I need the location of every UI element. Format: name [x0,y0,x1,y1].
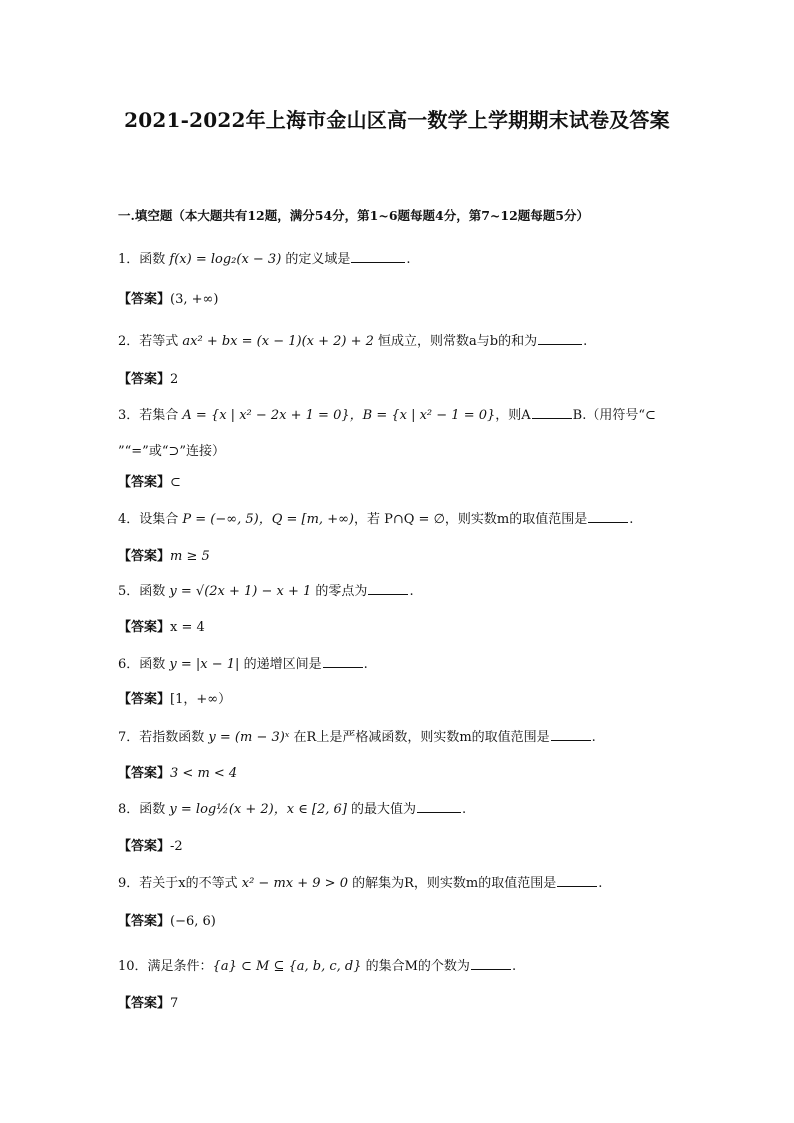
answer-3: 【答案】⊂ [118,475,181,490]
question-7: 7．若指数函数 y = (m − 3)ˣ 在R上是严格减函数，则实数m的取值范围是 . [118,730,596,745]
answer-blank [551,728,591,741]
answer-8: 【答案】-2 [118,839,183,854]
math-expression: ax² + bx = (x − 1)(x + 2) + 2 [182,334,374,349]
answer-7: 【答案】3 < m < 4 [118,766,238,781]
answer-1: 【答案】(3, +∞) [118,292,219,307]
math-expression: P = (−∞, 5)，Q = [m, +∞) [182,512,354,527]
answer-blank [323,655,363,668]
math-expression: f(x) = log₂(x − 3) [169,252,282,267]
question-3: 3．若集合 A = {x | x² − 2x + 1 = 0}，B = {x | x² − 1 = 0}，则A B.（用符号“⊂ [118,408,656,423]
math-expression: y = √(2x + 1) − x + 1 [169,584,312,599]
math-expression: {a} ⊂ M ⊆ {a, b, c, d} [212,959,362,974]
section-heading: 一.填空题（本大题共有12题，满分54分，第1~6题每题4分，第7~12题每题5分） [118,208,589,223]
math-expression: x² − mx + 9 > 0 [241,876,348,891]
answer-blank [588,510,628,523]
math-expression: y = |x − 1| [169,657,240,672]
question-1: 1．函数 f(x) = log₂(x − 3) 的定义域是 . [118,252,411,267]
answer-4: 【答案】m ≥ 5 [118,549,210,564]
question-5: 5．函数 y = √(2x + 1) − x + 1 的零点为 . [118,584,414,599]
question-3-continued: ”“=”或“⊃”连接） [118,444,226,459]
answer-2: 【答案】2 [118,372,179,387]
answer-6: 【答案】[1，+∞） [118,692,232,707]
question-10: 10．满足条件：{a} ⊂ M ⊆ {a, b, c, d} 的集合M的个数为 . [118,959,517,974]
question-4: 4．设集合 P = (−∞, 5)，Q = [m, +∞)，若 P∩Q = ∅，则实数m的取值范围是 . [118,512,634,527]
math-expression: A = {x | x² − 2x + 1 = 0}，B = {x | x² − 1 = 0} [182,408,496,423]
question-8: 8．函数 y = log½(x + 2)，x ∈ [2, 6] 的最大值为 . [118,802,467,817]
math-expression: y = log½(x + 2)，x ∈ [2, 6] [169,802,347,817]
answer-blank [532,406,572,419]
document-title: 2021-2022年上海市金山区高一数学上学期期末试卷及答案 [124,108,670,132]
answer-9: 【答案】(−6, 6) [118,914,216,929]
answer-blank [557,874,597,887]
answer-blank [351,250,405,263]
answer-10: 【答案】7 [118,996,179,1011]
answer-blank [471,957,511,970]
question-6: 6．函数 y = |x − 1| 的递增区间是 . [118,657,368,672]
math-expression: y = (m − 3)ˣ [208,730,290,745]
answer-blank [368,582,408,595]
question-2: 2．若等式 ax² + bx = (x − 1)(x + 2) + 2 恒成立，则常数a与b的和为 . [118,334,588,349]
answer-blank [417,800,461,813]
question-9: 9．若关于x的不等式 x² − mx + 9 > 0 的解集为R，则实数m的取值范围是 . [118,876,603,891]
answer-blank [538,332,582,345]
answer-5: 【答案】x = 4 [118,620,205,635]
